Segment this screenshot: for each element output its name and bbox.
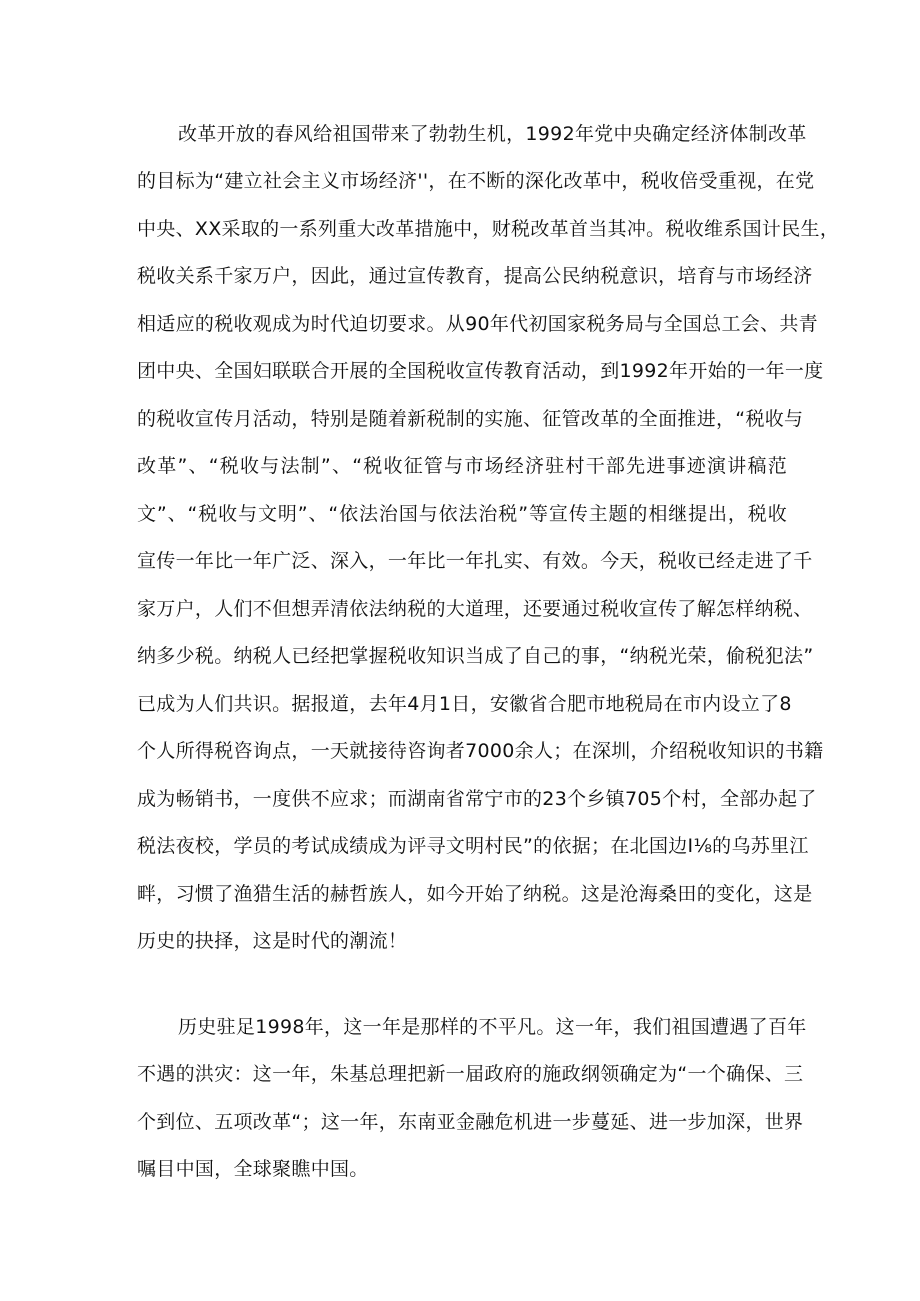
text-line: 改革开放的春风给祖国带来了勃勃生机，1992年党中央确定经济体制改革 bbox=[178, 123, 807, 145]
text-line: 团中央、全国妇联联合开展的全国税收宣传教育活动，到1992年开始的一年一度 bbox=[137, 360, 824, 382]
text-line: 相适应的税收观成为时代迫切要求。从90年代初国家税务局与全国总工会、共青 bbox=[137, 313, 818, 335]
text-line: 宣传一年比一年广泛、深入，一年比一年扎实、有效。今天，税收已经走进了千 bbox=[137, 550, 813, 572]
text-line: 纳多少税。纳税人已经把掌握税收知识当成了自己的事，“纳税光荣，偷税犯法” bbox=[137, 645, 814, 667]
text-line: 税法夜校，学员的考试成绩成为评寻文明村民”的依据；在北国边I⅛的乌苏里江 bbox=[137, 835, 809, 857]
text-line: 历史驻足1998年，这一年是那样的不平凡。这一年，我们祖国遭遇了百年 bbox=[178, 1016, 807, 1038]
text-line: 税收关系千家万户，因此，通过宣传教育，提高公民纳税意识，培育与市场经济 bbox=[137, 265, 813, 287]
text-line: 改革”、“税收与法制”、“税收征管与市场经济驻村干部先进事迹演讲稿范 bbox=[137, 455, 787, 477]
text-line: 已成为人们共识。据报道，去年4月1日，安徽省合肥市地税局在市内设立了8 bbox=[137, 693, 792, 715]
text-line: 个人所得税咨询点，一天就接待咨询者7000余人；在深圳，介绍税收知识的书籍 bbox=[137, 740, 824, 762]
text-line: 的目标为“建立社会主义市场经济''，在不断的深化改革中，税收倍受重视，在党 bbox=[137, 170, 815, 192]
text-line: 成为畅销书，一度供不应求；而湖南省常宁市的23个乡镇705个村，全部办起了 bbox=[137, 788, 817, 810]
text-line: 中央、XX采取的一系列重大改革措施中，财税改革首当其冲。税收维系国计民生， bbox=[137, 218, 840, 240]
text-line: 家万户，人们不但想弄清依法纳税的大道理，还要通过税收宣传了解怎样纳税、 bbox=[137, 598, 813, 620]
text-line: 个到位、五项改革“；这一年，东南亚金融危机进一步蔓延、进一步加深，世界 bbox=[137, 1111, 804, 1133]
text-line: 的税收宣传月活动，特别是随着新税制的实施、征管改革的全面推进，“税收与 bbox=[137, 408, 804, 430]
text-line: 不遇的洪灾：这一年，朱基总理把新一届政府的施政纲领确定为“一个确保、三 bbox=[137, 1063, 804, 1085]
text-line: 嘱目中国，全球聚瞧中国。 bbox=[137, 1158, 369, 1180]
text-line: 历史的抉择，这是时代的潮流！ bbox=[137, 930, 408, 952]
text-line: 文”、“税收与文明”、“依法治国与依法治税”等宣传主题的相继提出，税收 bbox=[137, 503, 787, 525]
text-line: 畔，习惯了渔猎生活的赫哲族人，如今开始了纳税。这是沧海桑田的变化，这是 bbox=[137, 883, 813, 905]
